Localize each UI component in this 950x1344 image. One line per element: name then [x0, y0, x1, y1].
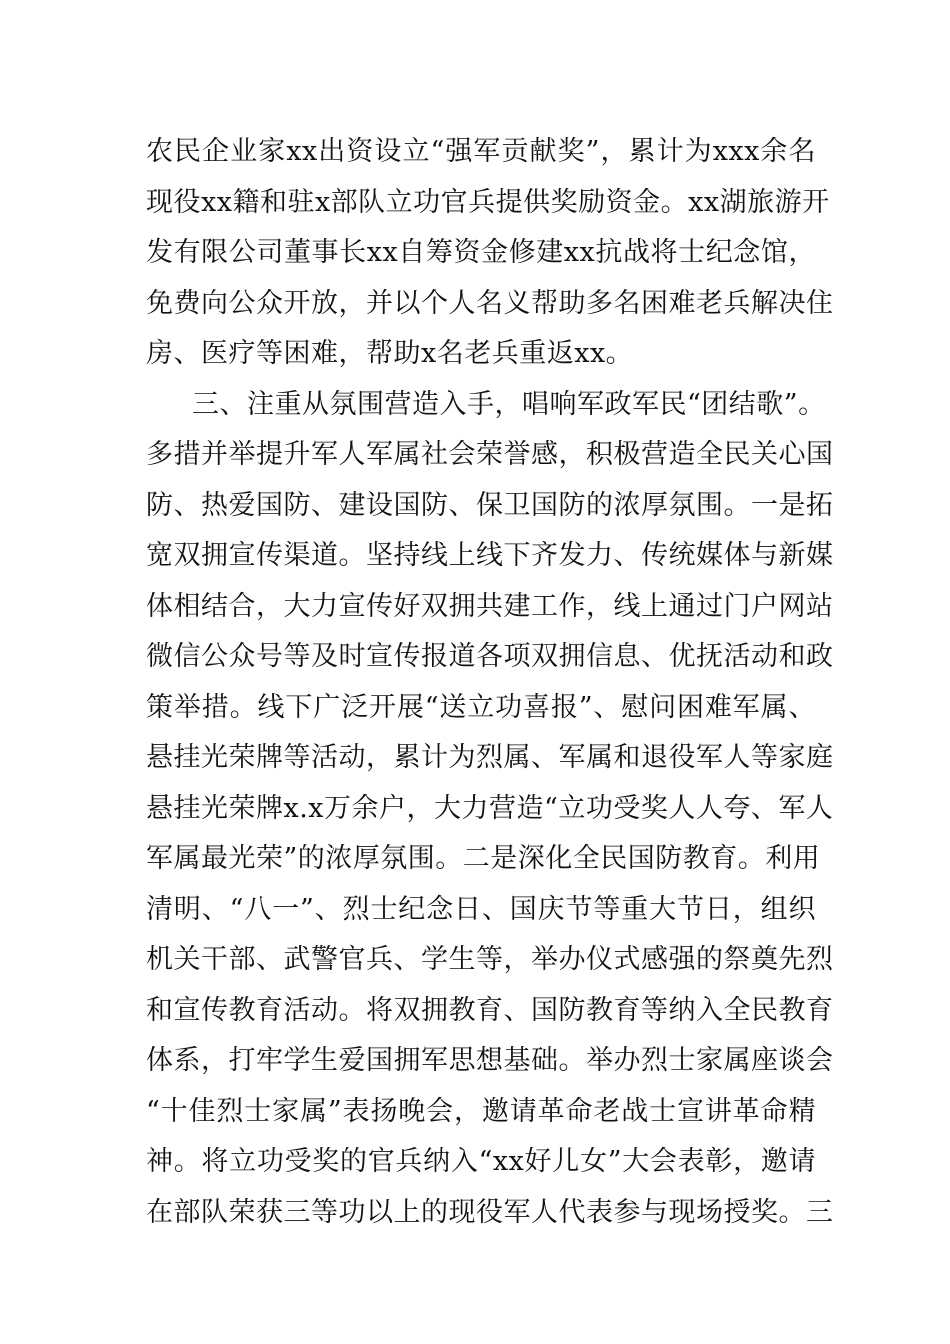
- text-line: 悬挂光荣牌等活动，累计为烈属、军属和退役军人等家庭: [146, 742, 834, 773]
- text-line: 清明、“八一”、烈士纪念日、国庆节等重大节日，组织: [146, 893, 816, 925]
- text-line: 多措并举提升军人军属社会荣誉感，积极营造全民关心国: [146, 439, 834, 470]
- body-text: [146, 127, 834, 1238]
- text-line: 宽双拥宣传渠道。坚持线上线下齐发力、传统媒体与新媒: [146, 540, 834, 571]
- text-line: 悬挂光荣牌x.x万余户，大力营造“立功受奖人人夸、军人: [146, 792, 834, 824]
- text-line: 发有限公司董事长xx自筹资金修建xx抗战将士纪念馆，: [146, 237, 816, 268]
- text-line: 房、医疗等困难，帮助x名老兵重返xx。: [146, 338, 634, 369]
- text-line: “十佳烈士家属”表扬晚会，邀请革命老战士宣讲革命精: [146, 1095, 816, 1127]
- text-line: 免费向公众开放，并以个人名义帮助多名困难老兵解决住: [146, 287, 834, 319]
- text-line: 微信公众号等及时宣传报道各项双拥信息、优抚活动和政: [146, 641, 834, 672]
- text-line: 体系，打牢学生爱国拥军思想基础。举办烈士家属座谈会: [146, 1045, 834, 1076]
- text-line: 军属最光荣”的浓厚氛围。二是深化全民国防教育。利用: [146, 843, 821, 874]
- text-line: 体相结合，大力宣传好双拥共建工作，线上通过门户网站: [146, 590, 834, 622]
- text-line: 现役xx籍和驻x部队立功官兵提供奖励资金。xx湖旅游开: [146, 186, 830, 218]
- section-heading-line: 三、注重从氛围营造入手，唱响军政军民“团结歌”。: [192, 388, 826, 420]
- text-line: 和宣传教育活动。将双拥教育、国防教育等纳入全民教育: [146, 994, 834, 1026]
- text-line: 机关干部、武警官兵、学生等，举办仪式感强的祭奠先烈: [146, 944, 834, 975]
- text-line: 策举措。线下广泛开展“送立功喜报”、慰问困难军属、: [146, 691, 816, 723]
- text-line: 农民企业家xx出资设立“强军贡献奖”，累计为xxx余名: [146, 136, 816, 167]
- text-line: 在部队荣获三等功以上的现役军人代表参与现场授奖。三: [146, 1196, 834, 1228]
- text-line: 神。将立功受奖的官兵纳入“xx好儿女”大会表彰，邀请: [146, 1146, 816, 1177]
- text-line: 防、热爱国防、建设国防、保卫国防的浓厚氛围。一是拓: [146, 489, 834, 521]
